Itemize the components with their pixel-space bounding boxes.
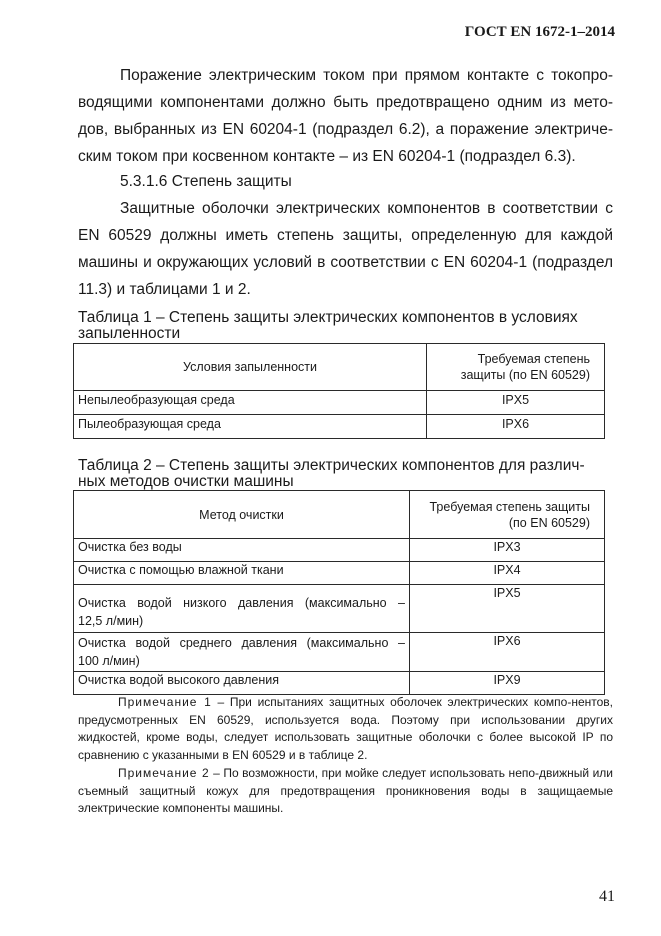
note-text: – По возможности, при мойке следует использовать непо-движный или съемный защитный кожух для предотвращения проникновения воды в защищаемые электрические компоненты машины.: [78, 766, 614, 815]
paragraph-protection-degree: Защитные оболочки электрических компонентов в соответствии с EN 60529 должны иметь степень защиты, определенную для каждой машины и окружающих условий в соответствии с EN 60204-1 (подраздел 11.3) и таблицами 1 и 2.: [78, 200, 613, 298]
note-label: Примечание 1: [118, 695, 212, 709]
note-1: [78, 694, 613, 764]
table-cell: IPX5: [427, 391, 605, 415]
table-header-cell: Требуемая степень защиты (по EN 60529): [427, 344, 605, 391]
table-row: [74, 672, 605, 695]
table-row: [74, 562, 605, 585]
table-row: [74, 633, 605, 672]
table-row: [74, 585, 605, 633]
table-cell: IPX6: [410, 633, 605, 672]
table-cell: Непылеобразующая среда: [74, 391, 427, 415]
table-cell: IPX5: [410, 585, 605, 633]
table-cell-line: 12,5 л/мин): [78, 614, 144, 628]
table-cell: Очистка с помощью влажной ткани: [74, 562, 410, 585]
table-cell: [74, 633, 410, 672]
paragraph-electric-shock: Поражение электрическим током при прямом контакте с токопро-водящими компонентами должно быть предотвращено одним из мето-дов, выбранных из EN 60204-1 (подраздел 6.2), а поражение электриче-ским током при косвенном контакте – из EN 60204-1 (подраздел 6.3).: [78, 67, 613, 165]
table-cell-line: Очистка водой среднего давления (максимально –: [78, 636, 405, 650]
table-cleaning-protection: [73, 490, 605, 695]
table-cell: Очистка без воды: [74, 539, 410, 562]
table-cell: IPX6: [427, 415, 605, 439]
table-header-row: [74, 491, 605, 539]
table-cell: Пылеобразующая среда: [74, 415, 427, 439]
table-cell-line: Очистка водой низкого давления (максимально –: [78, 596, 405, 610]
table-dust-protection: [73, 343, 605, 439]
note-text: – При испытаниях защитных оболочек электрических компо-нентов, предусмотренных EN 60529, используется вода. Поэтому при использовании других жидкостей, кроме воды, следует использовать защитные оболочки с более высокой IP по сравнению с указанными в EN 60529 и в таблице 2.: [78, 695, 614, 762]
table-cell: Очистка водой высокого давления: [74, 672, 410, 695]
table-row: [74, 415, 605, 439]
table-row: [74, 539, 605, 562]
table1-caption: Таблица 1 – Степень защиты электрических компонентов в условиях запыленности: [78, 309, 578, 342]
table-header-row: [74, 344, 605, 391]
section-heading: 5.3.1.6 Степень защиты: [120, 173, 292, 190]
note-2: [78, 765, 613, 818]
table2-caption: Таблица 2 – Степень защиты электрических компонентов для различ-ных методов очистки машины: [78, 457, 585, 490]
table-header-cell: Метод очистки: [74, 491, 410, 539]
table-cell: [74, 585, 410, 633]
table-header-cell: Требуемая степень защиты (по EN 60529): [410, 491, 605, 539]
note-label: Примечание 2: [118, 766, 210, 780]
table-cell: IPX9: [410, 672, 605, 695]
table-header-cell: Условия запыленности: [74, 344, 427, 391]
document-header: ГОСТ EN 1672-1–2014: [464, 24, 615, 40]
table-cell-line: 100 л/мин): [78, 654, 140, 668]
table-cell: IPX3: [410, 539, 605, 562]
table-row: [74, 391, 605, 415]
table-cell: IPX4: [410, 562, 605, 585]
page-number: 41: [599, 888, 615, 905]
